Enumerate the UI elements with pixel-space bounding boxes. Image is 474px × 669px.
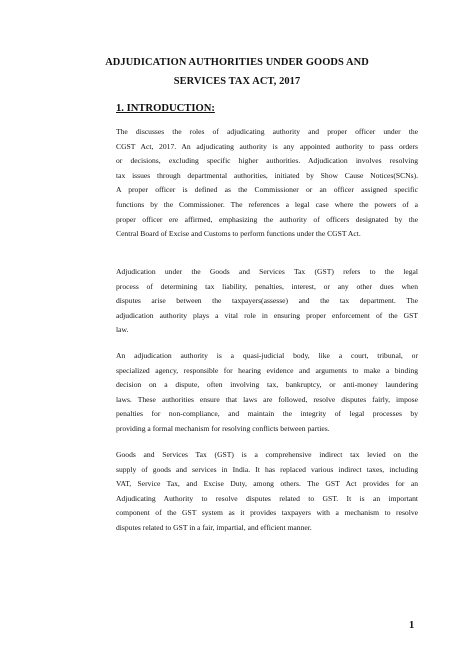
paragraph-line: The discusses the roles of adjudicating authority and proper officer under the [116, 127, 418, 136]
paragraph-line: process of determining tax liability, penalties, interest, or any other dues when [116, 281, 418, 291]
paragraph-1 [116, 125, 418, 242]
paragraph-line: An adjudication authority is a quasi-judicial body, like a court, tribunal, or [116, 351, 418, 360]
paragraph-2 [116, 265, 418, 338]
paragraph-line: penalties for non-compliance, and maintain the integrity of legal processes by [116, 409, 418, 419]
paragraph-line: Adjudicating Authority to resolve disputes related to GST. It is an important [116, 493, 418, 503]
paragraph-line: component of the GST system as it provides taxpayers with a mechanism to resolve [116, 508, 418, 518]
paragraph-line: Goods and Services Tax (GST) is a comprehensive indirect tax levied on the [116, 450, 418, 459]
page-number: 1 [409, 620, 415, 631]
paragraph-line: specialized agency, responsible for hearing evidence and arguments to make a binding [116, 365, 418, 375]
paragraph-line: disputes related to GST in a fair, impartial, and efficient manner. [116, 522, 312, 532]
paragraph-line: tax issues through departmental authorities, initiated by Show Cause Notices(SCNs). [116, 170, 418, 180]
section-heading: 1. INTRODUCTION: [116, 103, 215, 114]
paragraph-line: Adjudication under the Goods and Services Tax (GST) refers to the legal [116, 267, 418, 276]
document-title-line-2: SERVICES TAX ACT, 2017 [173, 76, 301, 87]
paragraph-line: A proper officer is defined as the Commissioner or an officer assigned specific [116, 185, 418, 195]
paragraph-line: VAT, Service Tax, and Excise Duty, among others. The GST Act provides for an [116, 479, 418, 489]
paragraph-4 [116, 448, 418, 536]
paragraph-3 [116, 349, 418, 437]
paragraph-line: disputes arise between the taxpayers(assesse) and the tax department. The [116, 296, 418, 306]
paragraph-line: proper officer ere affirmed, emphasizing the authority of officers designated by the [116, 214, 418, 224]
paragraph-line: Central Board of Excise and Customs to perform functions under the CGST Act. [116, 229, 361, 239]
paragraph-line: supply of goods and services in India. It has replaced various indirect taxes, including [116, 464, 418, 474]
document-title-line-1: ADJUDICATION AUTHORITIES UNDER GOODS AND [105, 57, 369, 68]
paragraph-line: or decisions, excluding specific higher authorities. Adjudication involves resolving [116, 156, 418, 166]
paragraph-line: decision on a dispute, often involving tax, bankruptcy, or anti-money laundering [116, 380, 418, 390]
paragraph-line: law. [116, 325, 129, 335]
paragraph-line: functions by the Commissioner. The references a legal case where the powers of a [116, 199, 418, 209]
paragraph-line: laws. These authorities ensure that laws are followed, resolve disputes fairly, impose [116, 394, 418, 404]
paragraph-line: adjudication authority plays a vital role in ensuring proper enforcement of the GST [116, 310, 418, 320]
paragraph-line: providing a formal mechanism for resolving conflicts between parties. [116, 423, 330, 433]
paragraph-line: CGST Act, 2017. An adjudicating authority is any appointed authority to pass orders [116, 141, 418, 151]
